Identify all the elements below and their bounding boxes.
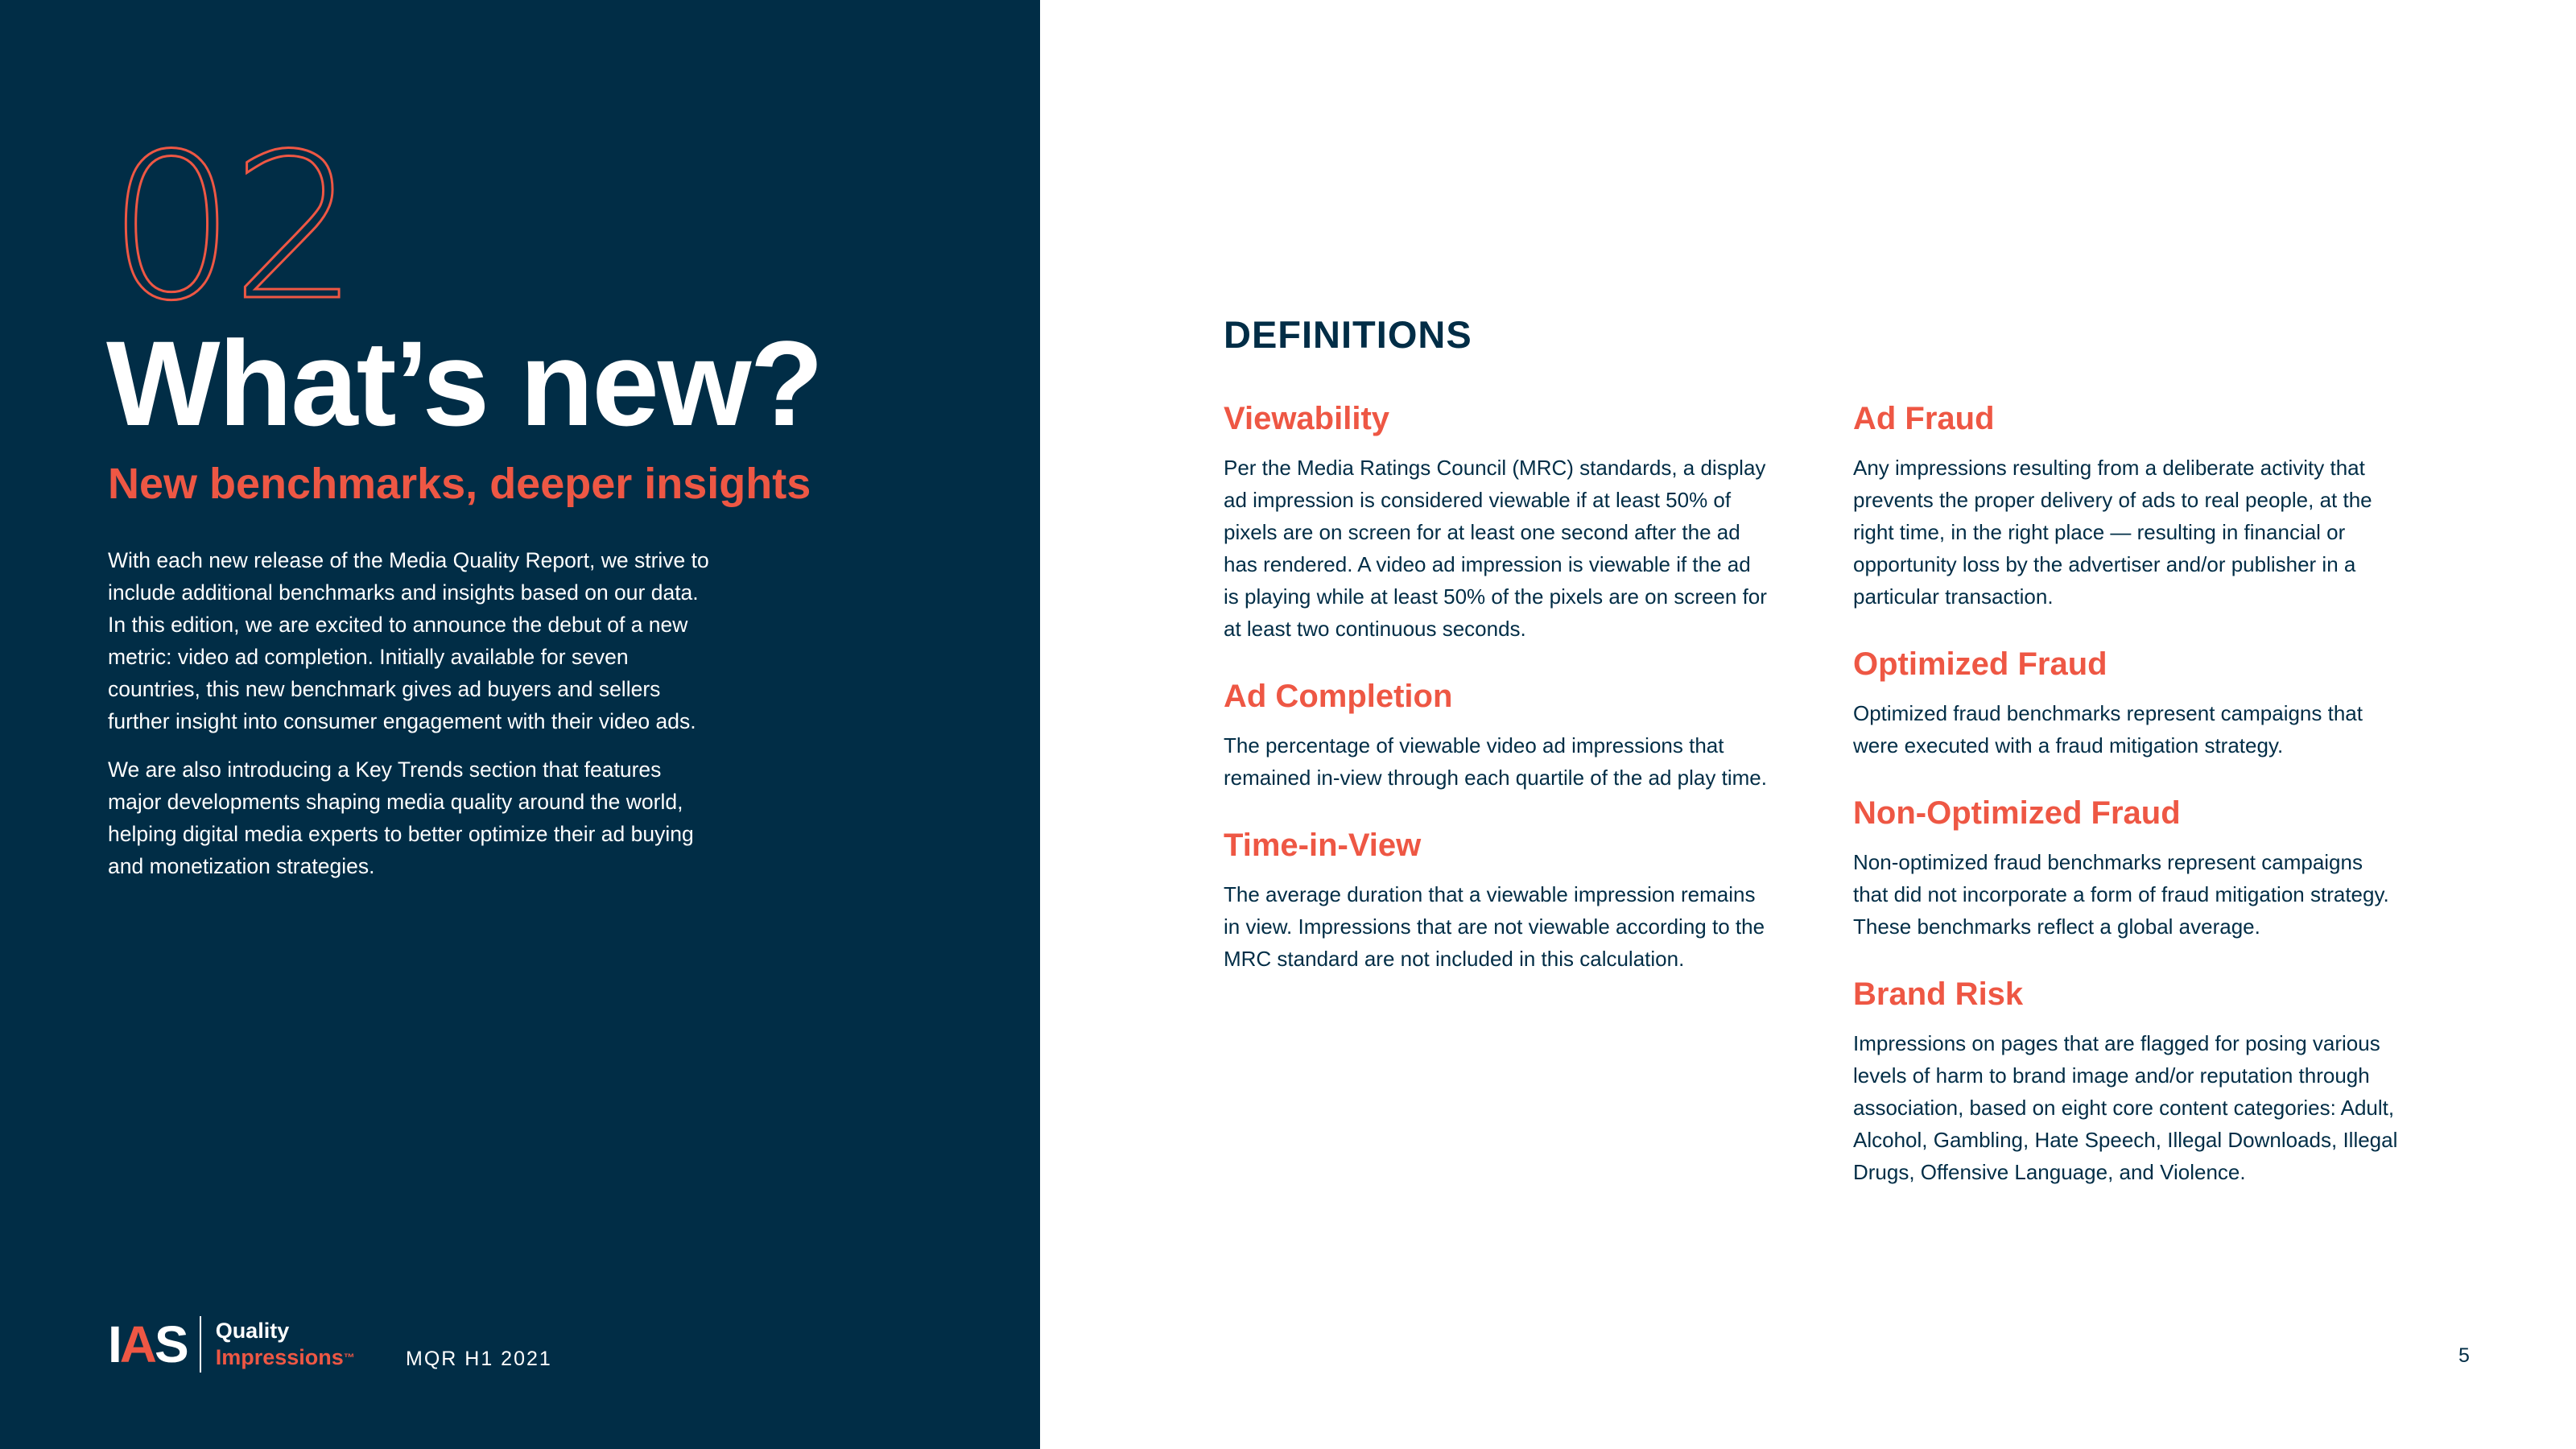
definition-text: Any impressions resulting from a deliberate activity that prevents the proper delivery of ads to real people, at the right time, in the right place — resulting in financial or opportunity loss by the advertiser and/or publisher in a particular transaction. [1853,456,2372,609]
definition-title: Viewability [1224,401,1390,436]
page-subtitle: New benchmarks, deeper insights [108,460,811,508]
definition-ad-completion [1224,679,1771,794]
ias-logo-mark [108,1315,187,1373]
definition-title: Ad Fraud [1853,401,1995,436]
definition-title: Non-Optimized Fraud [1853,795,2181,831]
definition-text: The percentage of viewable video ad impressions that remained in-view through each quartile of the ad play time. [1224,733,1767,790]
logo-divider [200,1316,201,1373]
ias-logo-letter-i: I [108,1315,120,1373]
definition-time-in-view [1224,828,1771,975]
definition-text: The average duration that a viewable impression remains in view. Impressions that are not viewable according to the MRC standard are not included in this calculation. [1224,882,1765,971]
definition-title: Time-in-View [1224,828,1422,863]
definition-text: Optimized fraud benchmarks represent campaigns that were executed with a fraud mitigation strategy. [1853,701,2363,758]
logo-impressions-text [216,1344,355,1371]
definition-title: Optimized Fraud [1853,646,2107,682]
ias-logo [108,1316,355,1373]
ias-logo-letter-a: A [119,1315,155,1373]
definition-title: Brand Risk [1853,976,2024,1012]
intro-text [108,544,720,898]
logo-quality-text: Quality [215,1319,290,1343]
section-number: 02 [108,110,355,345]
definitions-column-1 [1224,401,1771,1009]
page-title: What’s new? [106,316,823,451]
definition-text: Impressions on pages that are flagged for posing various levels of harm to brand image and/or reputation through association, based on eight core content categories: Adult, Alcohol, Gambling, Hate Speech, Illegal Downloads, Illegal Drugs, Offensive Language, and Violence. [1853,1031,2398,1184]
definition-text: Non-optimized fraud benchmarks represent campaigns that did not incorporate a form of fraud mitigation strategy. These benchmarks reflect a global average. [1853,850,2389,939]
definition-text: Per the Media Ratings Council (MRC) standards, a display ad impression is considered viewable if at least 50% of pixels are on screen for at least one second after the ad has rendered. A video ad impression is viewable if the ad is playing while at least 50% of the pixels are on screen for at least two continuous seconds. [1224,456,1767,641]
definition-non-optimized-fraud [1853,795,2401,943]
definition-brand-risk [1853,976,2401,1188]
logo-wordmark [216,1318,355,1371]
definition-title: Ad Completion [1224,679,1453,714]
left-panel [0,0,1040,1449]
definition-ad-fraud [1853,401,2401,613]
intro-paragraph-1: With each new release of the Media Quality Report, we strive to include additional benchmarks and insights based on our data. In this edition, we are excited to announce the debut of a new metric: video ad completion. Initially available for seven countries, this new benchmark gives ad buyers and sellers further insight into consumer engagement with their video ads. [108,548,709,733]
definition-viewability [1224,401,1771,645]
trademark-symbol: ™ [343,1351,355,1364]
intro-paragraph-2: We are also introducing a Key Trends section that features major developments shaping media quality around the world, helping digital media experts to better optimize their ad buying and monetization strategies. [108,758,694,878]
page-number: 5 [2458,1344,2470,1367]
ias-logo-letter-s: S [155,1315,187,1373]
definitions-heading: DEFINITIONS [1224,313,1472,356]
report-label: MQR H1 2021 [406,1348,552,1370]
definition-optimized-fraud [1853,646,2401,762]
definitions-column-2 [1853,401,2401,1222]
logo-impressions-word: Impressions [215,1345,344,1369]
